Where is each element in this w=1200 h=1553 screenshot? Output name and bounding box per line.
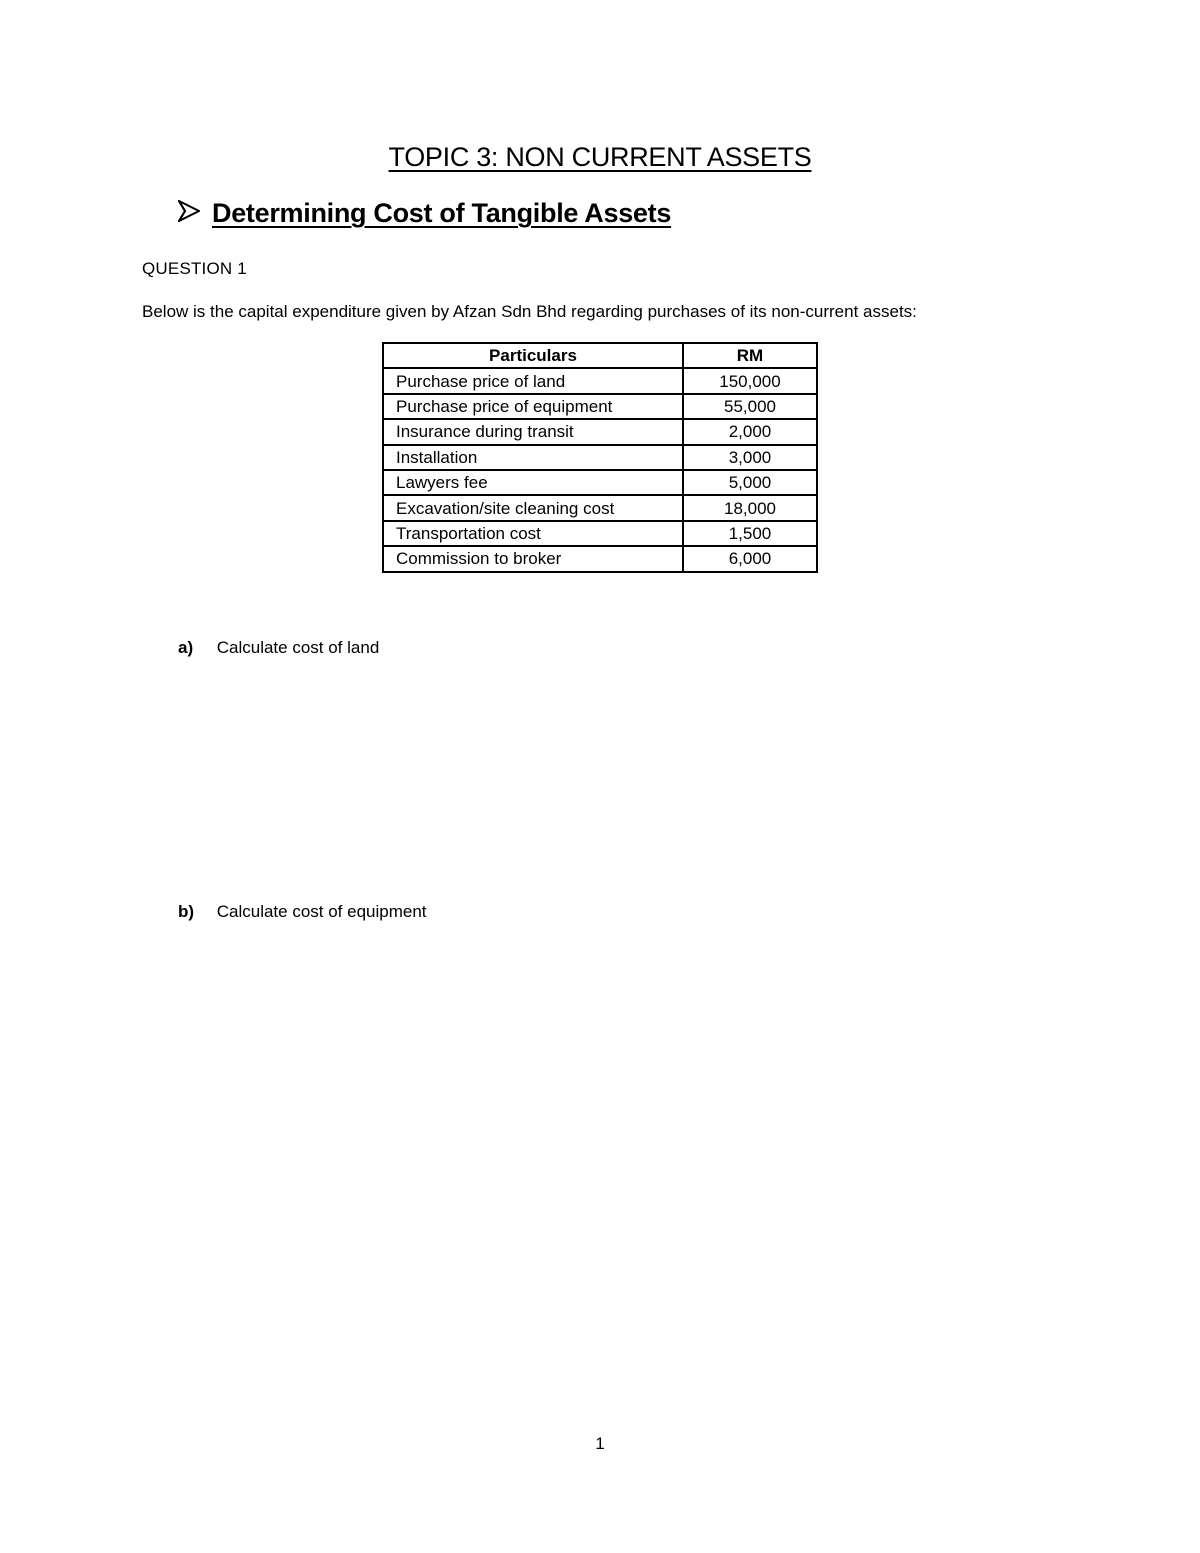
arrow-bullet-icon: [178, 198, 202, 229]
amount-cell: 5,000: [683, 470, 817, 495]
particular-cell: Transportation cost: [383, 521, 683, 546]
sub-question-text: Calculate cost of equipment: [216, 902, 427, 921]
table-row: [383, 521, 817, 546]
table-row: [383, 368, 817, 393]
sub-question-marker: b): [178, 902, 195, 921]
particular-cell: Installation: [383, 445, 683, 470]
amount-cell: 2,000: [683, 419, 817, 444]
question-label: QUESTION 1: [142, 259, 247, 278]
particular-cell: Excavation/site cleaning cost: [383, 495, 683, 520]
particular-cell: Commission to broker: [383, 546, 683, 571]
amount-cell: 18,000: [683, 495, 817, 520]
table-row: [383, 445, 817, 470]
particular-cell: Insurance during transit: [383, 419, 683, 444]
amount-cell: 1,500: [683, 521, 817, 546]
header-particulars: Particulars: [383, 343, 683, 368]
amount-cell: 55,000: [683, 394, 817, 419]
particular-cell: Purchase price of equipment: [383, 394, 683, 419]
sub-question-b: [178, 902, 427, 922]
table-header-row: [383, 343, 817, 368]
sub-question-text: Calculate cost of land: [216, 638, 380, 657]
amount-cell: 3,000: [683, 445, 817, 470]
table-row: [383, 394, 817, 419]
amount-cell: 150,000: [683, 368, 817, 393]
sub-question-marker: a): [178, 638, 194, 657]
header-rm: RM: [683, 343, 817, 368]
amount-cell: 6,000: [683, 546, 817, 571]
table-row: [383, 470, 817, 495]
particular-cell: Purchase price of land: [383, 368, 683, 393]
arrow-bullet-icon-svg: [178, 200, 200, 222]
section-heading: [178, 198, 671, 229]
table-row: [383, 419, 817, 444]
sub-question-a: [178, 638, 379, 658]
particular-cell: Lawyers fee: [383, 470, 683, 495]
table-row: [383, 495, 817, 520]
section-heading-text: Determining Cost of Tangible Assets: [212, 198, 672, 228]
page-title: TOPIC 3: NON CURRENT ASSETS: [388, 142, 812, 172]
table-row: [383, 546, 817, 571]
page-number: 1: [595, 1434, 605, 1453]
capital-expenditure-table: [382, 342, 818, 573]
intro-paragraph: Below is the capital expenditure given by Afzan Sdn Bhd regarding purchases of its non-current assets:: [142, 302, 917, 321]
